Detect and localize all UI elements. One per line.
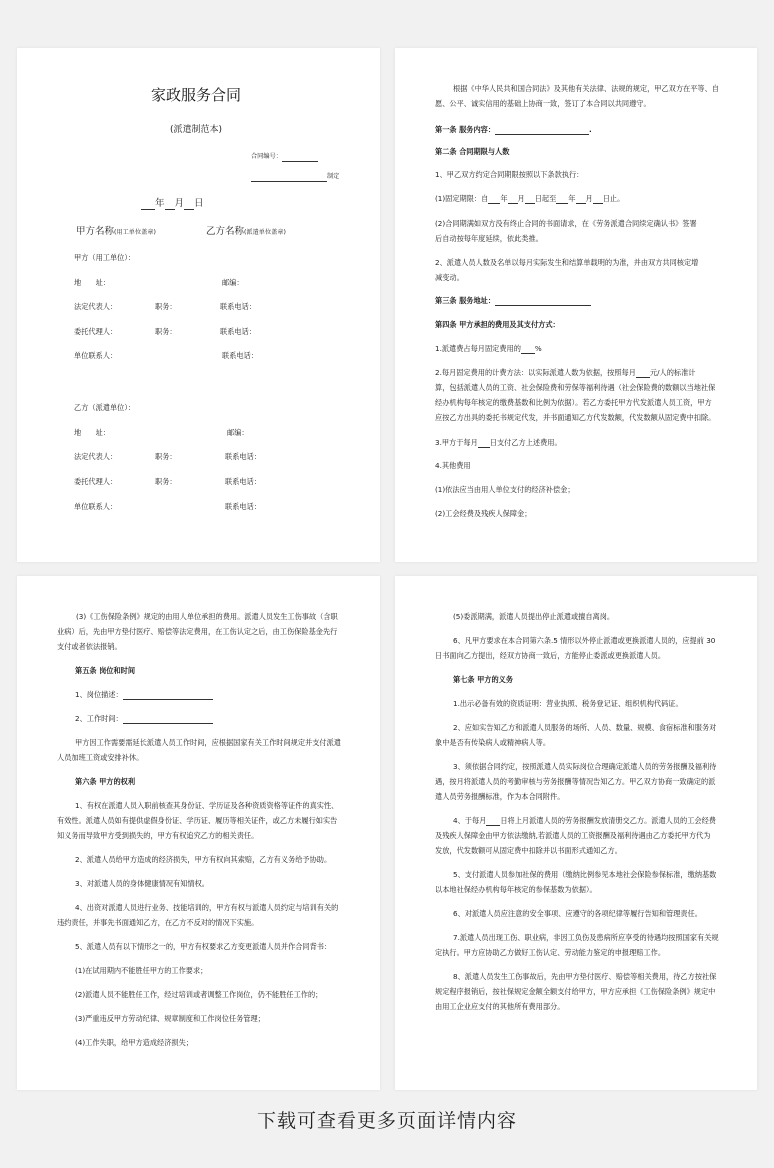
- paragraph: (2)派遣人员不能胜任工作，经过培训或者调整工作岗位，仍不能胜任工作的；: [75, 990, 323, 999]
- paragraph: 1、甲乙双方约定合同期限按照以下条款执行：: [435, 170, 584, 179]
- party-a-postcode: 邮编：: [222, 278, 244, 287]
- paragraph: (5)委派期满，派遣人员提出停止派遣或擅自离岗。: [453, 612, 615, 621]
- party-b-heading: 乙方名称(派遣单位盖章): [206, 226, 286, 237]
- paragraph: 规定程序报销后，按社保规定金额全额支付给甲方，甲方应承担《工伤保险条例》规定中: [435, 987, 716, 996]
- paragraph: 3.甲方于每月 日支付乙方上述费用。: [435, 438, 562, 447]
- article-4-heading: 第四条 甲方承担的费用及其支付方式：: [435, 320, 560, 329]
- party-a-agent: 委托代理人：: [74, 327, 118, 336]
- paragraph: (2)合同期满如双方没有终止合同的书面请求，在《劳务派遣合同续定确认书》签署: [435, 219, 697, 228]
- intro-line: 愿、公平、诚实信用的基础上协商一致，签订了本合同以共同遵守。: [435, 99, 651, 108]
- paragraph: 算，包括派遣人员的工资、社会保险费和劳保等福利待遇（社会保险费的数额以当地社保: [435, 383, 716, 392]
- document-page-3: [17, 576, 380, 1090]
- paragraph: 3、对派遣人员的身体健康情况有知情权。: [75, 879, 209, 888]
- party-a-heading: 甲方名称(用工单位盖章): [76, 226, 156, 237]
- paragraph: (3)严重违反甲方劳动纪律、规章制度和工作岗位任务管理；: [75, 1014, 265, 1023]
- party-a-contact: 单位联系人：: [74, 351, 118, 360]
- signed-line: 制定: [251, 172, 339, 182]
- paragraph: 由用工企业应支付的其他所有费用部分。: [435, 1002, 565, 1011]
- paragraph: 4.其他费用: [435, 461, 471, 470]
- paragraph: 7.派遣人员出现工伤、职业病，非因工负伤及患病所应享受的待遇均按照国家有关规: [453, 933, 719, 942]
- paragraph: 6、凡甲方要求在本合同第六条.5 情形以外停止派遣或更换派遣人员的，应提前 30: [453, 636, 716, 645]
- party-a-agent-position: 职务：: [155, 327, 177, 336]
- paragraph: 4、出资对派遣人员进行业务、技能培训的，甲方有权与派遣人员约定与培训有关的: [75, 903, 339, 912]
- intro-line: 根据《中华人民共和国合同法》及其他有关法律、法规的规定，甲乙双方在平等、自: [453, 84, 719, 93]
- paragraph: 4、于每月 日将上月派遣人员的劳务报酬发放清册交乙方。派遣人员的工会经费: [453, 816, 716, 825]
- paragraph: 后自动按每年度延续，依此类推。: [435, 234, 543, 243]
- paragraph: 以本地社保经办机构每年核定的参保基数为依据）。: [435, 885, 597, 894]
- document-page-1: [17, 48, 380, 562]
- paragraph: 应按乙方出具的委托书规定代发，并书面通知乙方代发数额，代发数额从固定费中扣除。: [435, 413, 716, 422]
- party-a-agent-phone: 联系电话：: [220, 327, 256, 336]
- paragraph: 5、支付派遣人员参加社保的费用（缴纳比例参见本地社会保险参保标准，缴纳基数: [453, 870, 717, 879]
- paragraph: 人员加班工资或安排补休。: [57, 753, 144, 762]
- party-b-postcode: 邮编：: [227, 428, 249, 437]
- party-b-contact: 单位联系人：: [74, 502, 118, 511]
- paragraph: 有效性。派遣人员如有提供虚假身份证、学历证、履历等相关证件，或乙方未履行如实告: [57, 816, 338, 825]
- paragraph: 2、应如实告知乙方和派遣人员服务的场所、人员、数量、规模、食宿标准和服务对: [453, 723, 717, 732]
- paragraph: 2.每月固定费用的计费方法：以实际派遣人数为依据，按照每月 元/人的标准计: [435, 368, 696, 377]
- party-a-contact-phone: 联系电话：: [222, 351, 258, 360]
- article-2-heading: 第二条 合同期限与人数: [435, 147, 510, 156]
- paragraph: (1)依法应当由用人单位支付的经济补偿金；: [435, 485, 575, 494]
- paragraph: (4)工作失职，给甲方造成经济损失；: [75, 1038, 193, 1047]
- paragraph: 2、派遣人员人数及名单以每月实际发生和结算单载明的为准，并由双方共同核定增: [435, 258, 699, 267]
- paragraph: 8、派遣人员发生工伤事故后，先由甲方垫付医疗、赔偿等相关费用，待乙方按社保: [453, 972, 717, 981]
- party-b-address: 地 址：: [74, 428, 110, 437]
- contract-number-label: 合同编号：: [251, 152, 318, 162]
- contract-title: 家政服务合同: [151, 86, 242, 104]
- document-page-2: [395, 48, 757, 562]
- paragraph: 定执行。甲方应协助乙方做好工伤认定、劳动能力鉴定的申报理赔工作。: [435, 948, 666, 957]
- paragraph: (2)工会经费及残疾人保障金；: [435, 509, 532, 518]
- paragraph: 甲方因工作需要需延长派遣人员工作时间，应根据国家有关工作时间规定并支付派遣: [75, 738, 341, 747]
- paragraph: 及残疾人保障金由甲方依法缴纳,若派遣人员的工资报酬及福利待遇由乙方委托甲方代为: [435, 831, 711, 840]
- paragraph: 日书面向乙方提出，经双方协商一致后，方能停止委派或更换派遣人员。: [435, 651, 666, 660]
- party-b-agent-position: 职务：: [155, 477, 177, 486]
- paragraph: (1)在试用期内不能胜任甲方的工作要求；: [75, 966, 208, 975]
- paragraph: 1.派遣费占每月固定费用的 %: [435, 344, 542, 353]
- paragraph: 发放，代发数额可从固定费中扣除并以书面形式通知乙方。: [435, 846, 622, 855]
- paragraph: 3、须依据合同约定，按照派遣人员实际岗位合理确定派遣人员的劳务报酬及福利待: [453, 762, 717, 771]
- paragraph: 经办机构每年核定的缴费基数和比例为依据）。若乙方委托甲方代发派遣人员工资，甲方: [435, 398, 712, 407]
- paragraph: 减变动。: [435, 273, 464, 282]
- article-6-heading: 第六条 甲方的权利: [75, 777, 136, 786]
- paragraph: 遇，按月将派遣人员的考勤审核与劳务报酬等情况告知乙方。甲乙双方协商一致确定的派: [435, 777, 716, 786]
- paragraph: 知义务而导致甲方受到损失的，甲方有权追究乙方的相关责任。: [57, 831, 259, 840]
- contract-date: 年 月 日: [141, 198, 204, 210]
- party-b-agent-phone: 联系电话：: [225, 477, 261, 486]
- party-b-title: 乙方（派遣单位）：: [74, 403, 136, 412]
- paragraph: (3)《工伤保险条例》规定的由用人单位承担的费用。派遣人员发生工伤事故（含职: [76, 612, 338, 621]
- party-b-phone: 联系电话：: [225, 452, 261, 461]
- article-5-heading: 第五条 岗位和时间: [75, 666, 136, 675]
- work-hours-line: 2、工作时间：: [75, 714, 213, 724]
- paragraph: 5、派遣人员有以下情形之一的，甲方有权要求乙方变更派遣人员并作合同背书：: [75, 942, 332, 951]
- paragraph: 业病）后，先由甲方垫付医疗、赔偿等法定费用，在工伤认定之后，由工伤保险基金先行: [57, 627, 338, 636]
- party-b-agent: 委托代理人：: [74, 477, 118, 486]
- paragraph: 违约责任，并事先书面通知乙方，在乙方不反对的情况下实施。: [57, 918, 259, 927]
- article-3-heading: 第三条 服务地址：: [435, 296, 591, 306]
- party-a-phone: 联系电话：: [220, 302, 256, 311]
- paragraph: 1.出示必备有效的资质证明：营业执照、税务登记证、组织机构代码证。: [453, 699, 683, 708]
- party-b-contact-phone: 联系电话：: [225, 502, 261, 511]
- fixed-term-line: (1)固定期限：自 年 月 日起至 年 月 日止。: [435, 194, 625, 203]
- party-b-position: 职务：: [155, 452, 177, 461]
- party-a-position: 职务：: [155, 302, 177, 311]
- party-a-title: 甲方（用工单位）：: [74, 253, 136, 262]
- download-more-banner[interactable]: 下载可查看更多页面详情内容: [256, 1110, 517, 1132]
- paragraph: 6、对派遣人员应注意的安全事项、应遵守的各项纪律等履行告知和管理责任。: [453, 909, 702, 918]
- document-page-4: [395, 576, 757, 1090]
- paragraph: 支付或者依法报销。: [57, 642, 122, 651]
- paragraph: 象中是否有传染病人或精神病人等。: [435, 738, 551, 747]
- party-a-address: 地 址：: [74, 278, 110, 287]
- paragraph: 1、有权在派遣人员入职前核查其身份证、学历证及各种资质资格等证件的真实性、: [75, 801, 339, 810]
- job-description-line: 1、岗位描述：: [75, 690, 213, 700]
- paragraph: 遣人员劳务报酬标准，作为本合同附件。: [435, 792, 565, 801]
- contract-subtitle: (派遣制范本): [170, 125, 223, 135]
- paragraph: 2、派遣人员给甲方造成的经济损失，甲方有权向其索赔，乙方有义务给予协助。: [75, 855, 332, 864]
- article-1-heading: 第一条 服务内容： .: [435, 125, 592, 134]
- party-b-legal-rep: 法定代表人：: [74, 452, 118, 461]
- article-7-heading: 第七条 甲方的义务: [453, 675, 514, 684]
- party-a-legal-rep: 法定代表人：: [74, 302, 118, 311]
